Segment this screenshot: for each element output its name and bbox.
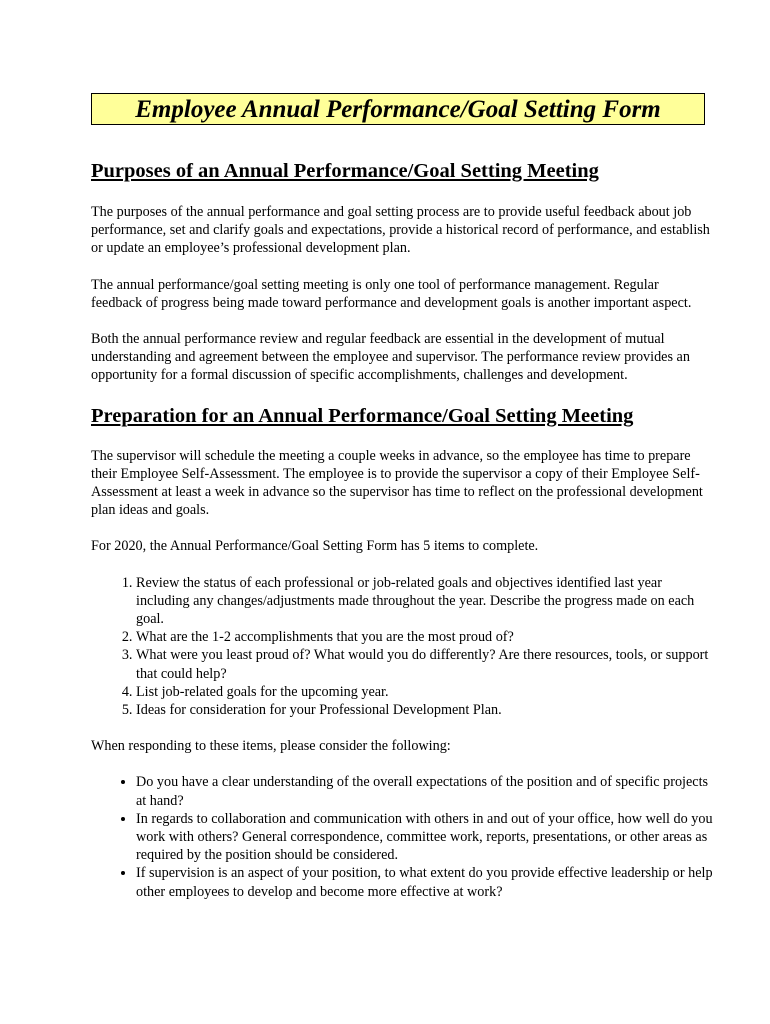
list-item: 3. What were you least proud of? What would you do differently? Are there resources, tools, or support that could help? <box>136 646 713 682</box>
bullet-list <box>91 773 713 900</box>
bullet-item: • Do you have a clear understanding of the overall expectations of the position and of specific projects at hand? <box>136 773 713 809</box>
bullet-item: • In regards to collaboration and communication with others in and out of your office, how well do you work with others? General correspondence, committee work, reports, presentations, or other areas as required by the position should be considered. <box>136 810 713 865</box>
section-heading-purposes: Purposes of an Annual Performance/Goal Setting Meeting <box>91 160 599 182</box>
paragraph: The purposes of the annual performance and goal setting process are to provide useful feedback about job performance, set and clarify goals and expectations, provide a historical record of performance, and establish or update an employee’s professional development plan. <box>91 204 710 257</box>
form-title: Employee Annual Performance/Goal Setting Form <box>91 93 705 125</box>
list-item: 1. Review the status of each professional or job-related goals and objectives identified last year including any changes/adjustments made throughout the year. Describe the progress made on each goal. <box>136 574 713 629</box>
items-intro: For 2020, the Annual Performance/Goal Setting Form has 5 items to complete. <box>91 538 539 555</box>
paragraph: The annual performance/goal setting meeting is only one tool of performance management. Regular feedback of progress being made toward performance and development goals is another important aspect. <box>91 276 692 311</box>
section-heading-preparation: Preparation for an Annual Performance/Goal Setting Meeting <box>91 404 634 427</box>
paragraph: The supervisor will schedule the meeting a couple weeks in advance, so the employee has time to prepare their Employee Self-Assessment. The employee is to provide the supervisor a copy of their Employee Self-Assessment at least a week in advance so the supervisor has time to reflect on the professional development plan ideas and goals. <box>91 447 703 519</box>
paragraph: Both the annual performance review and regular feedback are essential in the development of mutual understanding and agreement between the employee and supervisor. The performance review provides an opportunity for a formal discussion of specific accomplishments, challenges and development. <box>91 331 690 384</box>
list-item: 4. List job-related goals for the upcoming year. <box>136 683 713 701</box>
list-item: 2. What are the 1-2 accomplishments that you are the most proud of? <box>136 628 713 646</box>
considerations-intro: When responding to these items, please consider the following: <box>91 738 451 755</box>
numbered-item-list <box>91 574 713 720</box>
document-body <box>91 158 713 919</box>
bullet-item: • If supervision is an aspect of your position, to what extent do you provide effective leadership or help other employees to develop and become more effective at work? <box>136 864 713 900</box>
list-item: 5. Ideas for consideration for your Professional Development Plan. <box>136 701 713 719</box>
